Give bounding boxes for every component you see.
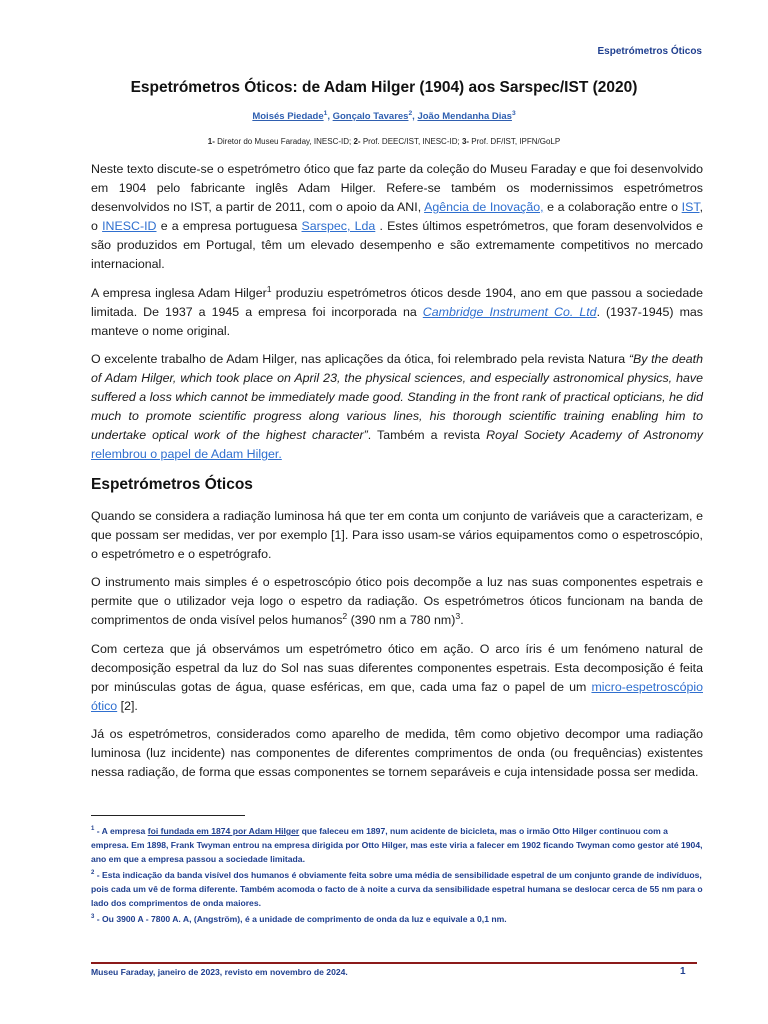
footnote-divider xyxy=(91,815,245,816)
text: e a colaboração entre o xyxy=(543,200,682,214)
author-link-tavares[interactable]: Gonçalo Tavares xyxy=(332,111,409,122)
affil-text: Prof. DF/IST, IPFN/GoLP xyxy=(469,137,561,146)
author-link-piedade[interactable]: Moisés Piedade xyxy=(252,111,324,122)
text: . Estes últimos espetrómetros, que foram desenvolvidos e são produzidos em Portugal, têm um elevado desempenho e são extremamente competitivos no mercado internacional. xyxy=(91,219,703,271)
link-agencia-inovacao[interactable]: Agência de Inovação, xyxy=(424,200,544,214)
footnote-2 xyxy=(91,868,703,910)
affil-num: 3- xyxy=(461,137,470,146)
author-sup: 1 xyxy=(323,109,328,117)
text: Neste texto discute-se o espetrómetro ótico que faz parte da coleção do Museu Faraday e que foi desenvolvido em 1904 pelo fabricante inglês Adam Hilger. Refere-se também os modernissimos espetrómetros desenvolvidos no IST, a partir de 2011, com o apoio da ANI, xyxy=(91,162,703,214)
text: produziu espetrómetros óticos desde 1904, ano em que passou a sociedade limitada. De 1937 a 1945 a empresa foi incorporada na xyxy=(91,286,703,319)
affil-text: Prof. DEEC/IST, INESC-ID; xyxy=(360,137,462,146)
link-cambridge-instrument[interactable]: Cambridge Instrument Co. Ltd xyxy=(422,305,597,319)
text: - Esta indicação da banda visível dos humanos é obviamente feita sobre uma média de sensibilidade espetral de um conjunto grande de indivíduos, pois cada um vê de forma diferente. Também acomoda o facto de à noite a curva da sensibilidade espetral humana se deslocar cerca de 55 nm para o lado dos comprimentos de onda maiores. xyxy=(91,870,703,908)
text: . Também a revista xyxy=(367,428,487,442)
author-sup: 2 xyxy=(408,109,413,117)
paragraph-nature-quote xyxy=(91,350,703,464)
page-title: Espetrómetros Óticos: de Adam Hilger (1904) aos Sarspec/IST (2020) xyxy=(130,79,638,96)
text: O instrumento mais simples é o espetroscópio ótico pois decompõe a luz nas suas componentes espetrais e permite que o utilizador veja logo o espetro da radiação. Os espetrómetros óticos funcionam na banda de comprimentos de onda visível pelos humanos xyxy=(91,575,703,627)
footer-text: Museu Faraday, janeiro de 2023, revisto em novembro de 2024. xyxy=(91,967,348,977)
link-micro-espetroscopio[interactable]: micro-espetroscópio ótico xyxy=(91,680,703,713)
link-inesc-id[interactable]: INESC-ID xyxy=(102,219,157,233)
author-link-dias[interactable]: João Mendanha Dias xyxy=(417,111,512,122)
text: O excelente trabalho de Adam Hilger, nas aplicações da ótica, foi relembrado pela revista Natura xyxy=(91,352,629,366)
author-sup: 3 xyxy=(511,109,516,117)
footnote-num: 3 xyxy=(91,914,95,921)
text: A empresa inglesa Adam Hilger xyxy=(91,286,267,300)
link-ist[interactable]: IST xyxy=(681,200,700,214)
footnotes xyxy=(91,824,703,928)
paragraph-espetroscopio xyxy=(91,573,703,630)
paragraph-espetrometros xyxy=(91,725,703,782)
text: - Ou 3900 A - 7800 A. A, (Angström), é a unidade de comprimento de onda da luz e equivale a 0,1 nm. xyxy=(94,914,507,924)
affil-num: 2- xyxy=(353,137,361,146)
link-relembrou-hilger[interactable]: relembrou o papel de Adam Hilger. xyxy=(91,447,282,461)
affil-text: Diretor do Museu Faraday, INESC-ID; xyxy=(214,137,354,146)
quote: “By the death of Adam Hilger, which took place on April 23, the physical sciences, and especially astronomical physics, have suffered a loss which cannot be immediately made good. Standing in the front rank of practical opticians, he did much to promote scientific progress along various lines, his thorough scientific training enabling him to undertake optical work of the highest character” xyxy=(91,352,703,442)
paragraph-intro xyxy=(91,160,703,274)
author-list xyxy=(0,111,768,122)
text: - A empresa xyxy=(94,826,148,836)
footnote-num: 2 xyxy=(91,870,95,877)
text: , o xyxy=(91,200,704,233)
link-fundada-1874[interactable]: foi fundada em 1874 por Adam Hilger xyxy=(147,826,300,836)
affil-num: 1- xyxy=(207,137,215,146)
affiliations xyxy=(0,137,768,146)
author-separator: , xyxy=(327,111,333,122)
footnote-ref: 1 xyxy=(266,283,272,294)
footnote-3 xyxy=(91,912,703,926)
footnote-num: 1 xyxy=(91,826,95,833)
text: e a empresa portuguesa xyxy=(156,219,302,233)
section-heading: Espetrómetros Óticos xyxy=(91,476,253,493)
footnote-ref: 3 xyxy=(455,610,461,621)
paragraph-radiacao xyxy=(91,507,703,564)
link-sarspec[interactable]: Sarspec, Lda xyxy=(301,219,376,233)
text: . (1937-1945) mas manteve o nome original. xyxy=(91,305,703,338)
text: que faleceu em 1897, num acidente de bicicleta, mas o irmão Otto Hilger continuou com a empresa. Em 1898, Frank Twyman entrou na empresa dirigida por Otto Hilger, mas este viria a falecer em 1902 ficando Twyman como gestor até 1904, ano em que a empresa passou a sociedade limitada. xyxy=(91,826,703,864)
text: Já os espetrómetros, considerados como aparelho de medida, têm como objetivo decompor uma radiação luminosa (luz incidente) nas componentes de diferentes comprimentos de onda (ou frequências) existentes nessa radiação, de forma que essas componentes se tornem separáveis e cuja intensidade possa ser medida. xyxy=(91,727,703,779)
page-number: 1 xyxy=(680,966,686,977)
running-header: Espetrómetros Óticos xyxy=(597,46,702,57)
text: Quando se considera a radiação luminosa há que ter em conta um conjunto de variáveis que a caracterizam, e que possam ser medidas, ver por exemplo [1]. Para isso usam-se vários equipamentos como o espetroscópio, o espetrómetro e o espetrógrafo. xyxy=(91,509,703,561)
footnote-1 xyxy=(91,824,703,866)
text: [2]. xyxy=(117,699,138,713)
paragraph-hilger xyxy=(91,284,703,341)
author-separator: , xyxy=(412,111,418,122)
journal-name: Royal Society Academy of Astronomy xyxy=(486,428,703,442)
paragraph-arco-iris xyxy=(91,640,703,716)
footer-divider xyxy=(91,962,697,964)
text: Com certeza que já observámos um espetrómetro ótico em ação. O arco íris é um fenómeno natural de decomposição espetral da luz do Sol nas suas diferentes componentes espetrais. Esta decomposição é feita por minúsculas gotas de água, quase esféricas, em que, cada uma faz o papel de um xyxy=(91,642,703,694)
text: (390 nm a 780 nm) xyxy=(347,613,456,627)
footnote-ref: 2 xyxy=(342,610,348,621)
text: . xyxy=(460,613,464,627)
